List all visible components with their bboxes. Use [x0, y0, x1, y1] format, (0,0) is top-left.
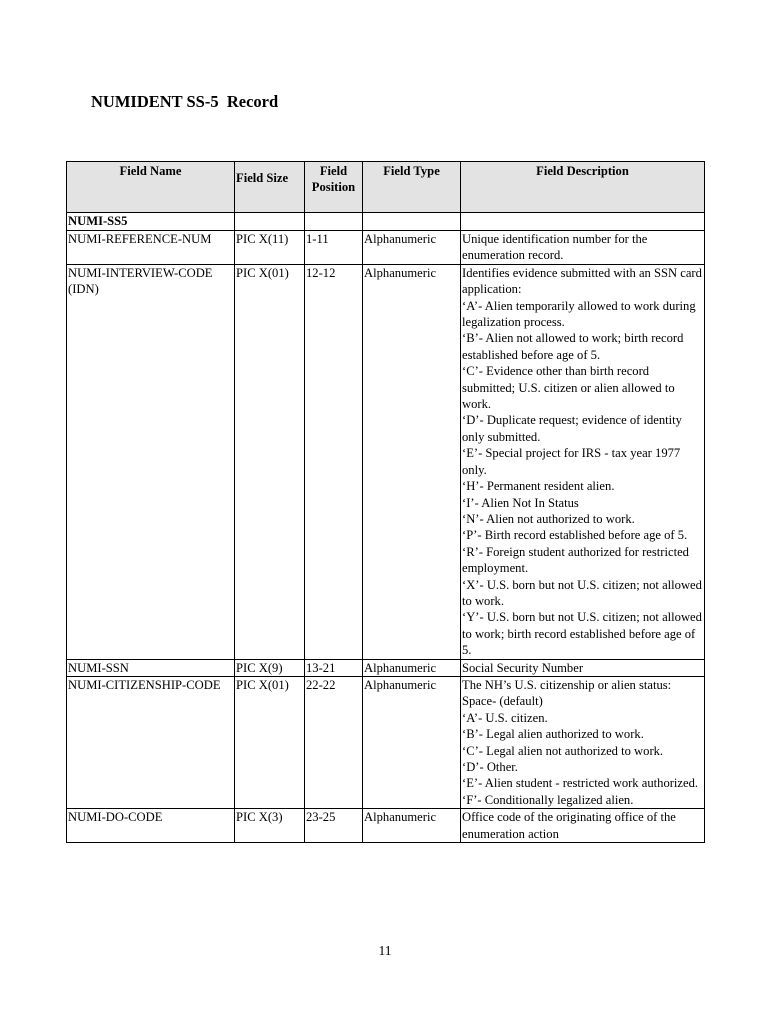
- field-name-cell: NUMI-INTERVIEW-CODE (IDN): [67, 264, 235, 659]
- description-line: ‘C’- Evidence other than birth record submitted; U.S. citizen or alien allowed to work.: [462, 364, 675, 412]
- description-line: ‘B’- Legal alien authorized to work.: [462, 727, 644, 742]
- field-description-cell: [461, 676, 705, 808]
- description-line: ‘H’- Permanent resident alien.: [462, 479, 615, 494]
- description-line: ‘F’- Conditionally legalized alien.: [462, 792, 634, 807]
- description-line: ‘N’- Alien not authorized to work.: [462, 511, 635, 526]
- description-line: ‘A’- Alien temporarily allowed to work during legalization process.: [462, 298, 696, 330]
- description-line: Identifies evidence submitted with an SSN card application:: [462, 265, 702, 297]
- table-row: [67, 231, 705, 265]
- field-position-cell: 1-11: [305, 231, 363, 265]
- group-label: NUMI-SS5: [67, 213, 235, 231]
- field-type-cell: Alphanumeric: [363, 809, 461, 843]
- description-line: ‘P’- Birth record established before age of 5.: [462, 528, 688, 543]
- description-line: ‘E’- Alien student - restricted work authorized.: [462, 776, 699, 791]
- field-type-cell: Alphanumeric: [363, 676, 461, 808]
- header-field-description: Field Description: [461, 162, 705, 213]
- empty-cell: [363, 213, 461, 231]
- table-row: [67, 676, 705, 808]
- field-size-cell: PIC X(11): [235, 231, 305, 265]
- description-line: ‘C’- Legal alien not authorized to work.: [462, 743, 664, 758]
- field-type-cell: Alphanumeric: [363, 659, 461, 676]
- field-name-cell: NUMI-SSN: [67, 659, 235, 676]
- header-field-name: Field Name: [67, 162, 235, 213]
- field-description-cell: [461, 659, 705, 676]
- field-type-cell: Alphanumeric: [363, 231, 461, 265]
- description-line: ‘X’- U.S. born but not U.S. citizen; not allowed to work.: [462, 577, 702, 608]
- description-line: Office code of the originating office of the enumeration action: [462, 810, 676, 841]
- description-line: ‘D’- Other.: [462, 760, 518, 774]
- field-size-cell: PIC X(9): [235, 659, 305, 676]
- field-position-cell: 23-25: [305, 809, 363, 843]
- document-title: NUMIDENT SS-5 Record: [91, 92, 279, 111]
- description-line: ‘D’- Duplicate request; evidence of identity only submitted.: [462, 413, 682, 444]
- table-row: [67, 809, 705, 843]
- table-row: [67, 264, 705, 659]
- group-row: [67, 213, 705, 231]
- description-line: ‘Y’- U.S. born but not U.S. citizen; not allowed to work; birth record established before age of 5.: [462, 610, 702, 658]
- description-line: Space- (default): [462, 694, 543, 709]
- empty-cell: [461, 213, 705, 231]
- field-description-cell: [461, 231, 705, 265]
- record-layout-table: [66, 161, 705, 843]
- field-name-cell: NUMI-DO-CODE: [67, 809, 235, 843]
- description-line: ‘I’- Alien Not In Status: [462, 495, 579, 510]
- field-description-cell: [461, 264, 705, 659]
- description-line: Unique identification number for the enumeration record.: [462, 232, 648, 263]
- empty-cell: [235, 213, 305, 231]
- field-size-cell: PIC X(01): [235, 676, 305, 808]
- field-description-cell: [461, 809, 705, 843]
- page-number: 11: [378, 943, 392, 958]
- field-position-cell: 13-21: [305, 659, 363, 676]
- header-field-type: Field Type: [363, 162, 461, 213]
- field-position-cell: 12-12: [305, 264, 363, 659]
- description-line: ‘R’- Foreign student authorized for restricted employment.: [462, 544, 689, 576]
- header-field-position: Field Position: [305, 162, 363, 213]
- table-header-row: [67, 162, 705, 213]
- description-line: The NH’s U.S. citizenship or alien status:: [462, 677, 672, 692]
- description-line: ‘B’- Alien not allowed to work; birth record established before age of 5.: [462, 331, 684, 362]
- field-type-cell: Alphanumeric: [363, 264, 461, 659]
- field-size-cell: PIC X(01): [235, 264, 305, 659]
- empty-cell: [305, 213, 363, 231]
- field-name-cell: NUMI-CITIZENSHIP-CODE: [67, 676, 235, 808]
- field-size-cell: PIC X(3): [235, 809, 305, 843]
- table-row: [67, 659, 705, 676]
- field-name-cell: NUMI-REFERENCE-NUM: [67, 231, 235, 265]
- header-field-size: Field Size: [235, 162, 305, 213]
- field-position-cell: 22-22: [305, 676, 363, 808]
- description-line: ‘E’- Special project for IRS - tax year 1977 only.: [462, 446, 681, 477]
- description-line: ‘A’- U.S. citizen.: [462, 710, 548, 725]
- description-line: Social Security Number: [462, 660, 584, 675]
